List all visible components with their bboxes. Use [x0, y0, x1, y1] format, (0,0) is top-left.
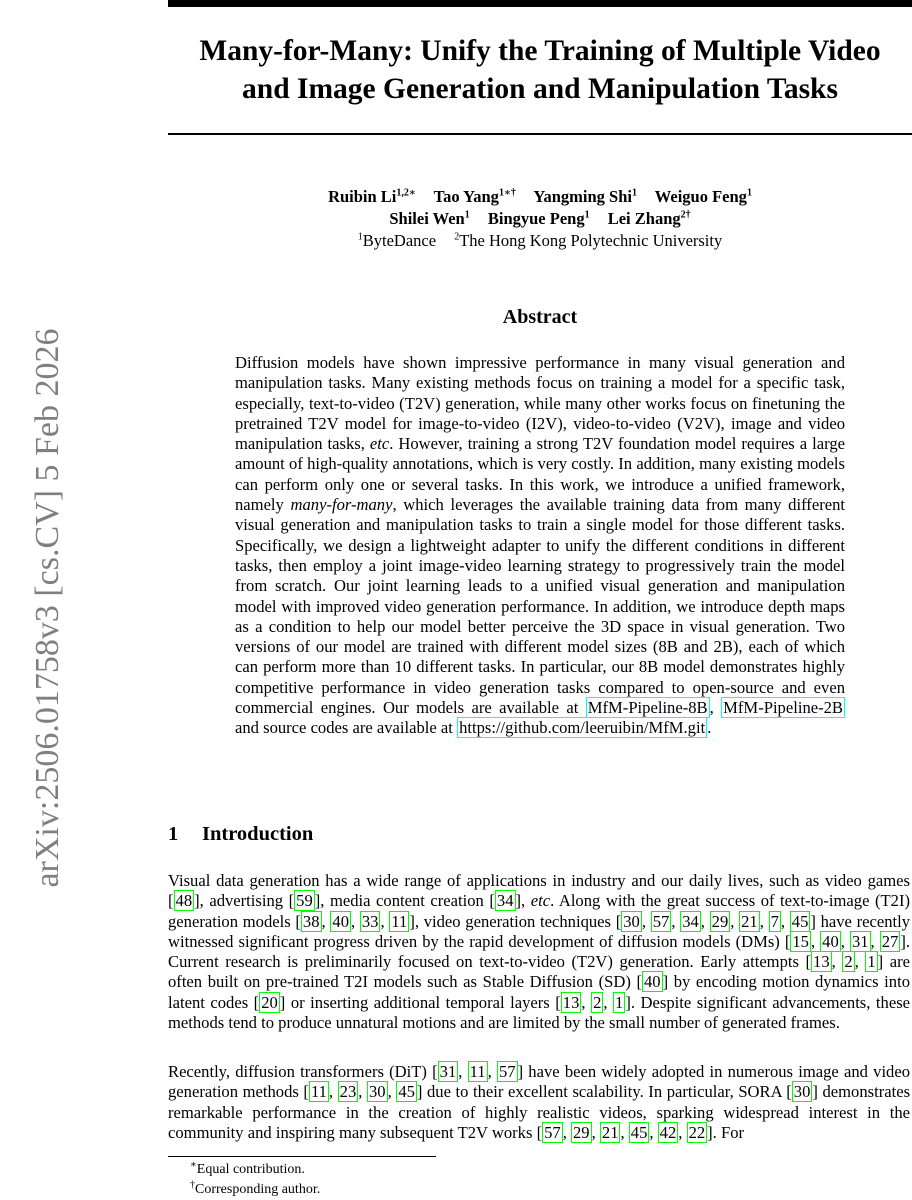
title-line-2: and Image Generation and Manipulation Tasks — [242, 73, 838, 105]
paper-title — [160, 32, 912, 108]
author: Yangming Shi$^1$ — [533, 187, 637, 206]
citation-link[interactable]: 29 — [711, 911, 729, 931]
citation-link[interactable]: 57 — [544, 1122, 561, 1142]
citation-link[interactable]: 23 — [339, 1082, 357, 1102]
model-8b-link[interactable]: MfM-Pipeline-8B — [587, 698, 708, 718]
citation-link[interactable]: 45 — [630, 1122, 648, 1142]
citation-link[interactable]: 38 — [302, 911, 320, 931]
arxiv-identifier[interactable]: arXiv:2506.01758v3 [cs.CV] 5 Feb 2026 — [29, 328, 66, 888]
citation-link[interactable]: 40 — [643, 972, 661, 992]
author: Shilei Wen$^1$ — [389, 209, 470, 228]
citation-link[interactable]: 33 — [361, 911, 379, 931]
citation-link[interactable]: 21 — [601, 1122, 619, 1142]
citation-link[interactable]: 30 — [623, 911, 640, 931]
citation-link[interactable]: 57 — [652, 911, 670, 931]
abstract-heading: Abstract — [502, 306, 578, 328]
citation-link[interactable]: 40 — [822, 931, 839, 951]
model-2b-link[interactable]: MfM-Pipeline-2B — [723, 698, 843, 718]
author: Ruibin $Li^{1,2∗}$ — [328, 187, 416, 206]
citation-link[interactable]: 20 — [261, 992, 278, 1012]
title-rule — [168, 133, 912, 135]
citation-link[interactable]: 11 — [310, 1082, 327, 1102]
citation-link[interactable]: 48 — [175, 891, 193, 911]
citation-link[interactable]: 27 — [881, 931, 899, 951]
citation-link[interactable]: 15 — [792, 931, 809, 951]
footnote-rule — [168, 1156, 436, 1157]
citation-link[interactable]: 31 — [851, 931, 869, 951]
citation-link[interactable]: 31 — [439, 1062, 457, 1081]
author: Lei Zhang$^{2\dagger}$ — [607, 209, 691, 228]
citation-link[interactable]: 29 — [573, 1122, 590, 1142]
citation-link[interactable]: 57 — [498, 1062, 516, 1081]
citation-link[interactable]: 22 — [688, 1122, 706, 1142]
section-heading-introduction: 1 Introduction — [168, 823, 314, 845]
source-code-link[interactable]: https://github.com/leeruibin/MfM.git — [459, 718, 706, 738]
citation-link[interactable]: 13 — [562, 992, 580, 1012]
citation-link[interactable]: 2 — [844, 952, 853, 972]
citation-link[interactable]: 2 — [593, 992, 602, 1012]
citation-link[interactable]: 34 — [682, 911, 699, 931]
author-row-2 — [240, 208, 840, 230]
affiliations — [240, 230, 840, 252]
citation-link[interactable]: 42 — [659, 1122, 677, 1142]
footnote-equal-contribution: ∗Equal contribution. — [190, 1159, 305, 1177]
citation-link[interactable]: 13 — [813, 952, 830, 972]
citation-link[interactable]: 21 — [741, 911, 758, 931]
intro-paragraph-1: Visual data generation has a wide range of applications in industry and our daily lives, such as video games [ 48 ], advertising [ 59 ], media content creation [ 34 ], etc. Along with the great success of text-to-image (T2I) generation models [ 38 , 40 , 33 , 11 ], video generation techniques [ 30 , 57 , 34 , 29 , 21 , 7 , 45 ] have recently witnessed significant progress driven by the rapid development of diffusion models (DMs) [ 15 , 40 , 31 , 27 ]. Current research is preliminarily focused on text-to-video (T2V) generation. Early attempts [ 13 , 2 , 1 ] are often built on pre-trained T2I models such as Stable Diffusion (SD) [ 40 ] by encoding motion dynamics into latent codes [ 20 ] or inserting additional temporal layers [ 13 , 2 , 1 ]. Despite significant advancements, these methods tend to produce unnatural motions and are limited by the small number of generated frames. — [168, 871, 911, 1033]
author: Bingyue Peng$^1$ — [487, 209, 590, 228]
citation-link[interactable]: 40 — [332, 911, 349, 931]
citation-link[interactable]: 7 — [770, 911, 779, 931]
citation-link[interactable]: 11 — [391, 911, 408, 931]
citation-link[interactable]: 1 — [867, 952, 876, 972]
author-row-1 — [240, 186, 840, 208]
title-line-1: Many-for-Many: Unify the Training of Multiple Video — [199, 35, 881, 67]
author: Weiguo Feng$^1$ — [654, 187, 752, 206]
citation-link[interactable]: 11 — [469, 1062, 486, 1081]
abstract-text: Diffusion models have shown impressive performance in many visual generation and manipulation tasks. Many existing methods focus on training a model for a specific task, especially, text-to-video (T2V) generation, while many other works focus on finetuning the pretrained T2V model for image-to-video (I2V), video-to-video (V2V), image and video manipulation tasks, etc. However, training a strong T2V foundation model requires a large amount of high-quality annotations, which is very costly. In addition, many existing models can perform only one or several tasks. In this work, we introduce a unified framework, namely many-for-many, which leverages the available training data from many different visual generation and manipulation tasks to train a single model for those different tasks. Specifically, we design a lightweight adapter to unify the different conditions in different tasks, then employ a joint image-video learning strategy to progressively train the model from scratch. Our joint learning leads to a unified visual generation and manipulation model with improved video generation performance. In addition, we introduce depth maps as a condition to help our model better perceive the 3D space in visual generation. Two versions of our model are trained with different model sizes (8B and 2B), each of which can perform more than 10 different tasks. In particular, our 8B model demonstrates highly competitive performance in video generation tasks compared to open-source and even commercial engines. Our models are available at MfM-Pipeline-8B , MfM-Pipeline-2B and source codes are available at https://github.com/leeruibin/MfM.git . — [235, 353, 845, 738]
citation-link[interactable]: 34 — [496, 891, 514, 911]
citation-link[interactable]: 1 — [615, 992, 624, 1012]
footnote-corresponding-author: †Corresponding author. — [190, 1179, 321, 1197]
top-rule — [168, 0, 912, 7]
citation-link[interactable]: 59 — [296, 891, 313, 911]
citation-link[interactable]: 45 — [791, 911, 809, 931]
citation-link[interactable]: 30 — [368, 1082, 386, 1102]
affiliation: $^1$ByteDance — [357, 231, 437, 250]
author: Tao Yang$^{1∗\dagger}$ — [433, 187, 516, 206]
affiliation: $^2$The Hong Kong Polytechnic University — [454, 231, 723, 250]
author-block — [240, 186, 840, 252]
citation-link[interactable]: 45 — [398, 1082, 415, 1102]
citation-link[interactable]: 30 — [793, 1082, 811, 1102]
intro-paragraph-2: Recently, diffusion transformers (DiT) [ 31 , 11 , 57 ] have been widely adopted in numerous image and video generation methods [ 11 , 23 , 30 , 45 ] due to their excellent scalability. In particular, SORA [ 30 ] demonstrates remarkable performance in the creation of highly realistic videos, sparking widespread interest in the community and inspiring many subsequent T2V works [ 57 , 29 , 21 , 45 , 42 , 22 ]. For — [168, 1062, 911, 1142]
